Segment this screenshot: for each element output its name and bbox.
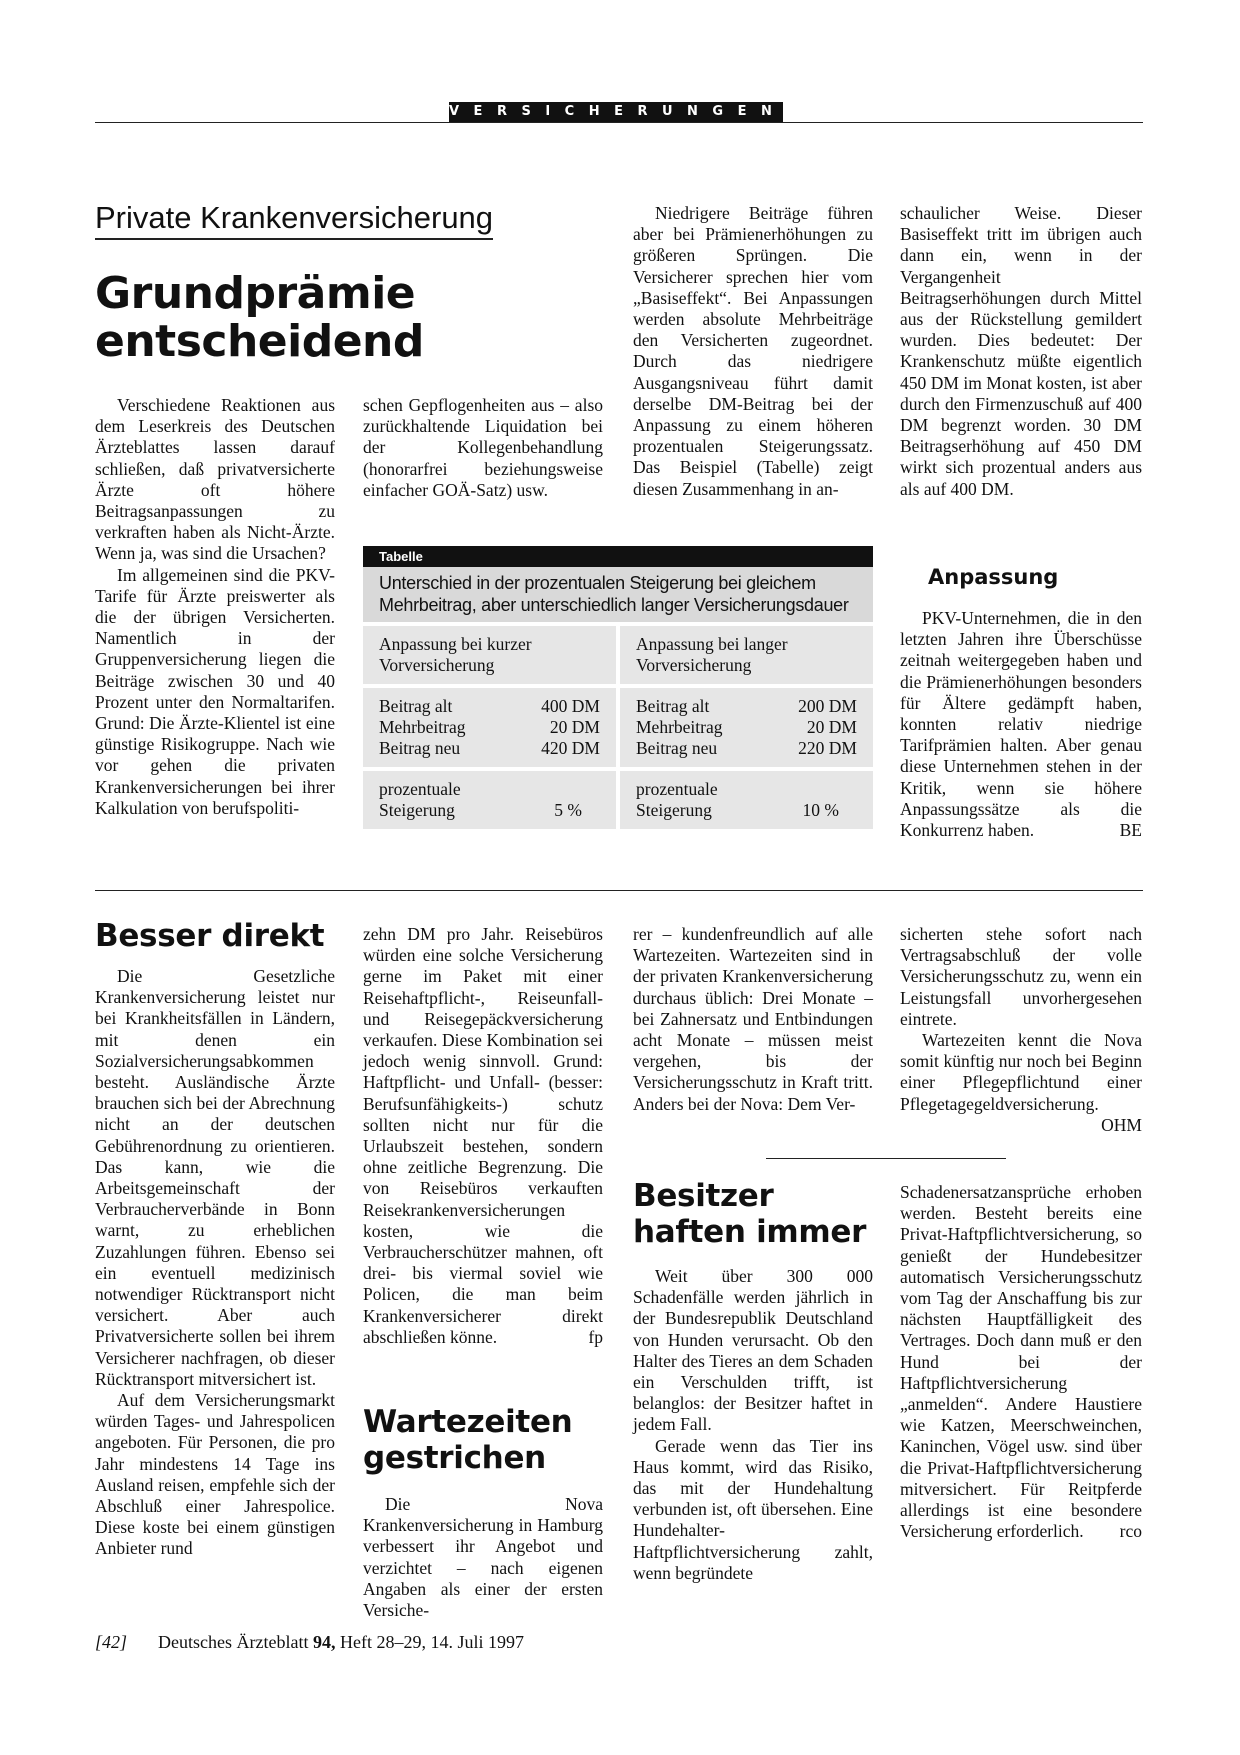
data-table — [363, 546, 873, 829]
author-signature: fp — [588, 1326, 603, 1347]
row-label: prozentuale — [636, 779, 718, 799]
header-rule — [95, 122, 1143, 123]
article2-title: Besser direkt — [95, 918, 325, 954]
author-signature: OHM — [1101, 1114, 1142, 1135]
title-line-2: gestrichen — [363, 1440, 546, 1476]
page-footer — [95, 1632, 524, 1653]
article2-column-2 — [363, 924, 603, 1348]
table-row — [379, 738, 600, 759]
journal-name: Deutsches Ärzteblatt — [158, 1632, 309, 1652]
subheading-anpassung: Anpassung — [928, 565, 1059, 589]
table-header-row — [363, 626, 873, 684]
article4-title — [633, 1178, 866, 1250]
article2-column-1 — [95, 966, 335, 1560]
page-title — [95, 270, 455, 366]
paragraph: Schadenersatzansprüche erhoben werden. Besteht bereits eine Privat-Haftpflichtversicherung, so genießt der Hundebesitzer automatisch Versicherungsschutz vom Tag der Anschaffung bis zur nächsten Hauptfälligkeit des Vertrages. Doch dann muß er den Hund bei der Haftpflichtversicherung „anmelden“. Andere Haustiere wie Katzen, Meerschweinchen, Kaninchen, Vögel usw. sind über die Privat-Haftpflichtversicherung mitversichert. Für Reitpferde allerdings ist eine besondere Versicherung erforderlich. — [900, 1182, 1142, 1542]
table-heading-left: Anpassung bei kurzer Vorversicherung — [363, 626, 616, 684]
paragraph: Verschiedene Reaktionen aus dem Leserkreis des Deutschen Ärzteblattes lassen darauf schließen, daß privatversicherte Ärzte oft höhere Beitragsanpassungen zu verkraften haben als Nicht-Ärzte. Wenn ja, was sind die Ursachen? — [95, 395, 335, 564]
paragraph: zehn DM pro Jahr. Reisebüros würden eine solche Versicherung gerne im Paket mit einer Reisehaftpflicht-, Reiseunfall- und Reisegepäckversicherung verkaufen. Diese Kombination sei jedoch wenig sinnvoll. Grund: Haftpflicht- und Unfall- (besser: Berufsunfähigkeits-) schutz sollten nicht nur für die Urlaubszeit bestehen, sondern ohne zeitliche Begrenzung. Die von Reisebüros verkauften Reisekrankenversicherungen kosten, wie die Verbraucherschützer mahnen, oft drei- bis viermal soviel wie Policen, die man beim Krankenversicherer direkt abschließen könne. — [363, 924, 603, 1347]
paragraph: Wartezeiten kennt die Nova somit künftig nur noch bei Beginn einer Pflegepflichtund einer Pflegetagegeldversicherung. — [900, 1030, 1142, 1114]
table-values-right — [620, 688, 873, 767]
table-values-left — [363, 688, 616, 767]
title-line-1: Wartezeiten — [363, 1404, 573, 1440]
row-value: 220 DM — [798, 738, 857, 758]
section-banner: VERSICHERUNGEN — [449, 102, 783, 122]
article1-column-3 — [633, 203, 873, 500]
paragraph: rer – kundenfreundlich auf alle Wartezeiten. Wartezeiten sind in der privaten Krankenversicherung durchaus üblich: Drei Monate – bei Zahnersatz und Entbindungen acht Monate – müssen meist vergehen, bis der Versicherungsschutz in Kraft tritt. Anders bei der Nova: Dem Ver- — [633, 924, 873, 1114]
paragraph: Gerade wenn das Tier ins Haus kommt, wird das Risiko, das mit der Hundehaltung verbunden ist, oft übersehen. Eine Hundehalter-Haftpflichtversicherung zahlt, wenn begründete — [633, 1435, 873, 1583]
row-label: Mehrbeitrag — [636, 717, 723, 737]
paragraph: Weit über 300 000 Schadenfälle werden jährlich in der Bundesrepublik Deutschland von Hunden verursacht. Ob den Halter des Tieres an dem Schaden ein Verschulden trifft, ist belanglos: der Besitzer haftet in jedem Fall. — [633, 1266, 873, 1435]
paragraph: schaulicher Weise. Dieser Basiseffekt tritt im übrigen auch dann ein, wenn in der Vergangenheit Beitragserhöhungen durch Mittel aus der Rückstellung gemildert wurden. Dies bedeutet: Der Krankenschutz müßte eigentlich 450 DM im Monat kosten, ist aber durch den Firmenzuschuß auf 400 DM begrenzt worden. 30 DM Beitragserhöhung auf 450 DM wirkt sich prozentual anders aus als auf 400 DM. — [900, 203, 1142, 499]
row-label: Steigerung — [636, 800, 712, 820]
table-percent-left — [363, 771, 616, 829]
row-value: 400 DM — [541, 696, 600, 716]
article1-column-4b — [900, 608, 1142, 841]
row-label: Beitrag alt — [379, 696, 453, 716]
article3-title — [363, 1404, 572, 1476]
table-row — [636, 800, 857, 821]
table-caption: Unterschied in der prozentualen Steigerung bei gleichem Mehrbeitrag, aber unterschiedlich langer Versicherungsdauer — [363, 567, 873, 622]
journal-volume: 94, — [312, 1632, 336, 1652]
table-row — [636, 738, 857, 759]
title-line-2: entscheidend — [95, 316, 424, 367]
table-row — [379, 696, 600, 717]
row-value: 20 DM — [806, 717, 857, 737]
table-percent-row — [363, 771, 873, 829]
table-row — [379, 800, 600, 821]
paragraph: Im allgemeinen sind die PKV-Tarife für Ärzte preiswerter als die der übrigen Versicherten. Namentlich in der Gruppenversicherung liegen die Beiträge zwischen 30 und 40 Prozent unter den Normaltarifen. Grund: Die Ärzte-Klientel ist eine günstige Risikogruppe. Nach wie vor gehen die privaten Krankenversicherungen bei ihrer Kalkulation von berufspoliti- — [95, 564, 335, 818]
table-tag: Tabelle — [363, 546, 873, 567]
table-values-row — [363, 688, 873, 767]
table-row — [379, 717, 600, 738]
author-signature: BE — [1119, 820, 1142, 841]
paragraph: Auf dem Versicherungsmarkt würden Tages- und Jahrespolicen angeboten. Für Personen, die pro Jahr mindestens 14 Tage ins Ausland reisen, empfehle sich der Abschluß einer Jahrespolice. Diese koste bei einem günstigen Anbieter rund — [95, 1390, 335, 1559]
article4-column-4 — [900, 1182, 1142, 1542]
paragraph: sicherten stehe sofort nach Vertragsabschluß der volle Versicherungsschutz zu, wenn ein Leistungsfall unvorhergesehen eintrete. — [900, 924, 1142, 1029]
table-row — [636, 696, 857, 717]
paragraph: Die Gesetzliche Krankenversicherung leistet nur bei Krankheitsfällen in Ländern, mit denen ein Sozialversicherungsabkommen besteht. Ausländische Ärzte brauchen sich bei der Abrechnung nicht an der deutschen Gebührenordnung zu orientieren. Das kann, wie die Arbeitsgemeinschaft der Verbraucherverbände in Bonn warnt, zu erheblichen Zuzahlungen führen. Ebenso sei ein eventuell medizinisch notwendiger Rücktransport nicht versichert. Aber auch Privatversicherte sollen bei ihrem Versicherer nachfragen, ob dieser Rücktransport mitversichert ist. — [95, 966, 335, 1389]
row-value: 420 DM — [541, 738, 600, 758]
table-heading-right: Anpassung bei langer Vorversicherung — [620, 626, 873, 684]
row-label: Beitrag neu — [379, 738, 461, 758]
title-line-1: Besitzer — [633, 1178, 774, 1214]
paragraph: Die Nova Krankenversicherung in Hamburg verbessert ihr Angebot und verzichtet – nach eigenen Angaben als einer der ersten Versiche- — [363, 1494, 603, 1621]
row-label: Mehrbeitrag — [379, 717, 466, 737]
title-line-1: Grundprämie — [95, 268, 416, 319]
table-row — [636, 717, 857, 738]
row-label: Beitrag alt — [636, 696, 710, 716]
article1-column-4 — [900, 203, 1142, 500]
row-value: 200 DM — [798, 696, 857, 716]
paragraph: schen Gepflogenheiten aus – also zurückhaltende Liquidation bei der Kollegenbehandlung (honorarfrei beziehungsweise einfacher GOÄ-Satz) usw. — [363, 395, 603, 500]
article-divider — [766, 1158, 1006, 1159]
row-value: 20 DM — [549, 717, 600, 737]
author-signature: rco — [1119, 1521, 1142, 1542]
row-label: prozentuale — [379, 779, 461, 799]
article3-column-2 — [363, 1494, 603, 1621]
row-value: 10 % — [802, 800, 839, 820]
article1-column-2 — [363, 395, 603, 501]
row-label: Steigerung — [379, 800, 455, 820]
article-kicker: Private Krankenversicherung — [95, 200, 493, 240]
title-line-2: haften immer — [633, 1214, 867, 1250]
article1-column-1 — [95, 395, 335, 819]
paragraph: PKV-Unternehmen, die in den letzten Jahren ihre Überschüsse zeitnah weitergegeben haben und die Prämienerhöhungen besonders für Ältere gedämpft haben, konnten relativ niedrige Tarifprämien halten. Aber genau diese Unternehmen stehen in der Kritik, wenn sie höhere Anpassungssätze als die Konkurrenz haben. — [900, 608, 1142, 841]
journal-issue: Heft 28–29, 14. Juli 1997 — [339, 1632, 524, 1652]
article4-column-3 — [633, 1266, 873, 1584]
paragraph: Niedrigere Beiträge führen aber bei Prämienerhöhungen zu größeren Sprüngen. Die Versicherer sprechen hier vom „Basiseffekt“. Bei Anpassungen werden absolute Mehrbeiträge den Versicherten zugeordnet. Durch das niedrigere Ausgangsniveau führt damit derselbe DM-Beitrag bei der Anpassung zu einem höheren prozentualen Steigerungssatz. Das Beispiel (Tabelle) zeigt diesen Zusammenhang in an- — [633, 203, 873, 499]
page-number: [42] — [95, 1632, 128, 1652]
row-label: Beitrag neu — [636, 738, 718, 758]
article3-column-4 — [900, 924, 1142, 1136]
article3-column-3 — [633, 924, 873, 1115]
table-percent-right — [620, 771, 873, 829]
section-divider — [95, 890, 1143, 891]
row-value: 5 % — [554, 800, 582, 820]
